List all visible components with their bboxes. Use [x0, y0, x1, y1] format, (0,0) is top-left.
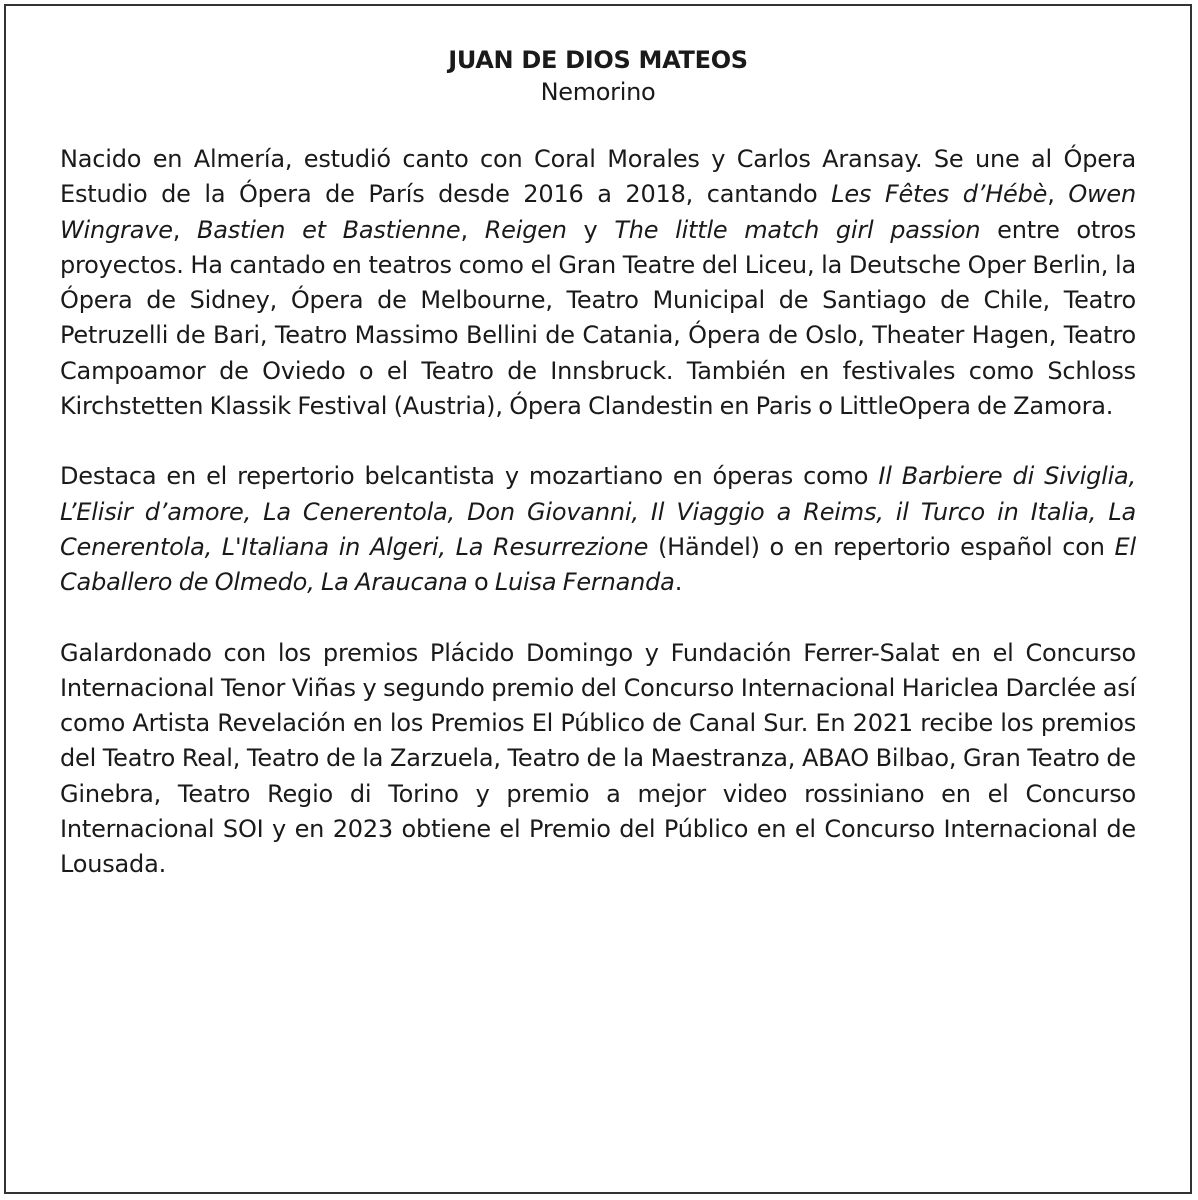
work-title-text: El Caballero de Olmedo, La Araucana [60, 532, 1136, 597]
work-title-text: Les Fêtes d’Hébè [831, 180, 1048, 209]
paragraph-text: (Händel) o en repertorio español con [648, 532, 1115, 561]
work-title-text: The little match girl passion [614, 215, 981, 244]
artist-role: Nemorino [540, 78, 656, 106]
work-title-text: Reigen [484, 215, 567, 244]
document-body [60, 44, 1136, 918]
paragraph-text: entre otros proyectos. Ha cantado en teatros como el Gran Teatre del Liceu, la Deutsche Oper Berlin, la Ópera de Sidney, Ópera de Melbourne, Teatro Municipal de Santiago de Chile, Teatro Petruzelli de Bari, Teatro Massimo Bellini de Catania, Ópera de Oslo, Theater Hagen, Teatro Campoamor de Oviedo o el Teatro de Innsbruck. También en festivales como Schloss Kirchstetten Klassik Festival (Austria), Ópera Clandestin en Paris o LittleOpera de Zamora. [60, 215, 1136, 421]
paragraph-text: Galardonado con los premios Plácido Domingo y Fundación Ferrer-Salat en el Concurso Internacional Tenor Viñas y segundo premio del Concurso Internacional Hariclea Darclée así como Artista Revelación en los Premios El Público de Canal Sur. En 2021 recibe los premios del Teatro Real, Teatro de la Zarzuela, Teatro de la Maestranza, ABAO Bilbao, Gran Teatro de Ginebra, Teatro Regio di Torino y premio a mejor video rossiniano en el Concurso Internacional SOI y en 2023 obtiene el Premio del Público en el Concurso Internacional de Lousada. [60, 638, 1136, 879]
paragraph-text: , [172, 215, 197, 244]
work-title-text: Bastien et Bastienne [196, 215, 461, 244]
artist-name: JUAN DE DIOS MATEOS [448, 46, 748, 74]
bio-paragraph-3 [60, 636, 1136, 883]
work-title-text: Luisa Fernanda [494, 568, 675, 597]
paragraph-text: . [674, 568, 683, 597]
paragraph-text: , [460, 215, 485, 244]
paragraph-text: , [1047, 180, 1069, 209]
bio-paragraph-2 [60, 459, 1136, 600]
paragraph-text: Nacido en Almería, estudió canto con Coral Morales y Carlos Aransay. Se une al Ópera Estudio de la Ópera de París desde 2016 a 2018, cantando [60, 145, 1136, 209]
bio-paragraph-1 [60, 142, 1136, 424]
work-title-text: Owen Wingrave [60, 180, 1137, 244]
paragraph-text: y [566, 215, 615, 244]
work-title-text: Il Barbiere di Siviglia, L’Elisir d’amore, La Cenerentola, Don Giovanni, Il Viaggio a Reims, il Turco in Italia, La Cenerentola, L'Italiana in Algeri, La Resurrezione [60, 462, 1136, 561]
paragraph-text: Destaca en el repertorio belcantista y mozartiano en óperas como [60, 462, 879, 491]
paragraph-text: o [467, 568, 495, 597]
